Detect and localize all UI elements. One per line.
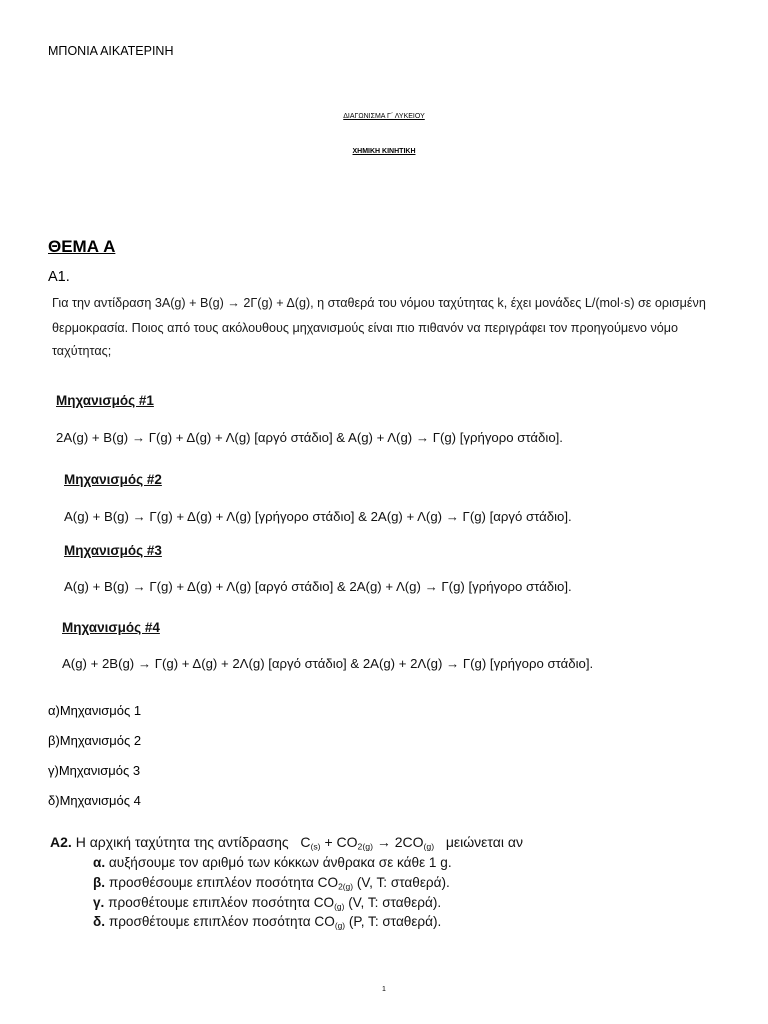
question-a2-option-c: [93, 895, 441, 912]
question-a2-reaction: [300, 834, 434, 850]
option-text: προσθέτουμε επιπλέον ποσότητα CO: [108, 895, 335, 910]
option-letter: δ.: [93, 914, 106, 929]
question-a2-intro: Η αρχική ταχύτητα της αντίδρασης: [75, 834, 289, 850]
question-a2-tail: μειώνεται αν: [445, 834, 523, 850]
option-subscript: 2(g): [338, 881, 354, 892]
option-text-tail: (P, T: σταθερά).: [345, 914, 442, 929]
answer-option-b: β)Μηχανισμός 2: [48, 733, 142, 748]
mechanism-4-title: Μηχανισμός #4: [62, 620, 160, 635]
reactant-carbon-state: (s): [310, 841, 321, 852]
page-number: 1: [382, 986, 386, 993]
option-letter: γ.: [93, 895, 105, 910]
exam-subtitle: ΧΗΜΙΚΗ ΚΙΝΗΤΙΚΗ: [352, 148, 416, 155]
option-subscript: (g): [334, 920, 346, 931]
question-a2-label: Α2.: [50, 834, 72, 850]
mechanism-2-title: Μηχανισμός #2: [64, 472, 162, 487]
option-text: αυξήσουμε τον αριθμό των κόκκων άνθρακα σε κάθε 1 g.: [108, 855, 452, 870]
option-text: προσθέτουμε επιπλέον ποσότητα CO: [108, 914, 335, 929]
option-letter: β.: [93, 875, 106, 890]
answer-option-d: δ)Μηχανισμός 4: [48, 793, 141, 808]
mechanism-1-equation: 2Α(g) + Β(g) → Γ(g) + Δ(g) + Λ(g) [αργό στάδιο] & Α(g) + Λ(g) → Γ(g) [γρήγορο στάδιο].: [56, 430, 563, 445]
mechanism-3-equation: Α(g) + Β(g) → Γ(g) + Δ(g) + Λ(g) [αργό στάδιο] & 2Α(g) + Λ(g) → Γ(g) [γρήγορο στάδιο].: [64, 579, 572, 594]
option-text-tail: (V, T: σταθερά).: [353, 875, 450, 890]
question-a1-text-line-3: ταχύτητας;: [52, 344, 112, 358]
question-a1-label: Α1.: [48, 269, 70, 285]
mechanism-3-title: Μηχανισμός #3: [64, 543, 162, 558]
mechanism-2-equation: Α(g) + Β(g) → Γ(g) + Δ(g) + Λ(g) [γρήγορο στάδιο] & 2Α(g) + Λ(g) → Γ(g) [αργό στάδιο].: [64, 509, 572, 524]
section-heading-theme-a: ΘΕΜΑ Α: [48, 237, 116, 256]
answer-option-a: α)Μηχανισμός 1: [48, 703, 142, 718]
exam-title: ΔΙΑΓΩΝΙΣΜΑ Γ΄ ΛΥΚΕΙΟΥ: [343, 113, 425, 120]
product-co: → 2CO: [372, 834, 424, 850]
answer-option-c: γ)Μηχανισμός 3: [48, 763, 141, 778]
mechanism-1-title: Μηχανισμός #1: [56, 393, 154, 408]
question-a2-option-b: [93, 875, 450, 892]
author-name: ΜΠΟΝΙΑ ΑΙΚΑΤΕΡΙΝΗ: [48, 44, 174, 58]
reactant-carbon: C: [300, 834, 311, 850]
option-subscript: (g): [334, 901, 345, 912]
question-a2-option-d: [93, 914, 441, 931]
option-text-tail: (V, T: σταθερά).: [344, 895, 442, 910]
product-co-state: (g): [423, 841, 435, 852]
reactant-co2: + CO: [320, 834, 358, 850]
question-a2-option-a: [93, 855, 452, 872]
reactant-co2-state: 2(g): [357, 841, 373, 852]
mechanism-4-equation: Α(g) + 2Β(g) → Γ(g) + Δ(g) + 2Λ(g) [αργό στάδιο] & 2Α(g) + 2Λ(g) → Γ(g) [γρήγορο στάδιο].: [62, 656, 594, 671]
option-letter: α.: [93, 855, 106, 870]
question-a2-stem: [50, 834, 523, 852]
question-a1-text-line-2: θερμοκρασία. Ποιος από τους ακόλουθους μηχανισμούς είναι πιο πιθανόν να περιγράφει τον προηγούμενο νόμο: [52, 321, 679, 335]
option-text: προσθέσουμε επιπλέον ποσότητα CO: [108, 875, 339, 890]
question-a1-text-line-1: Για την αντίδραση 3Α(g) + Β(g) → 2Γ(g) + Δ(g), η σταθερά του νόμου ταχύτητας k, έχει μονάδες L/(mol·s) σε ορισμένη: [52, 296, 706, 310]
